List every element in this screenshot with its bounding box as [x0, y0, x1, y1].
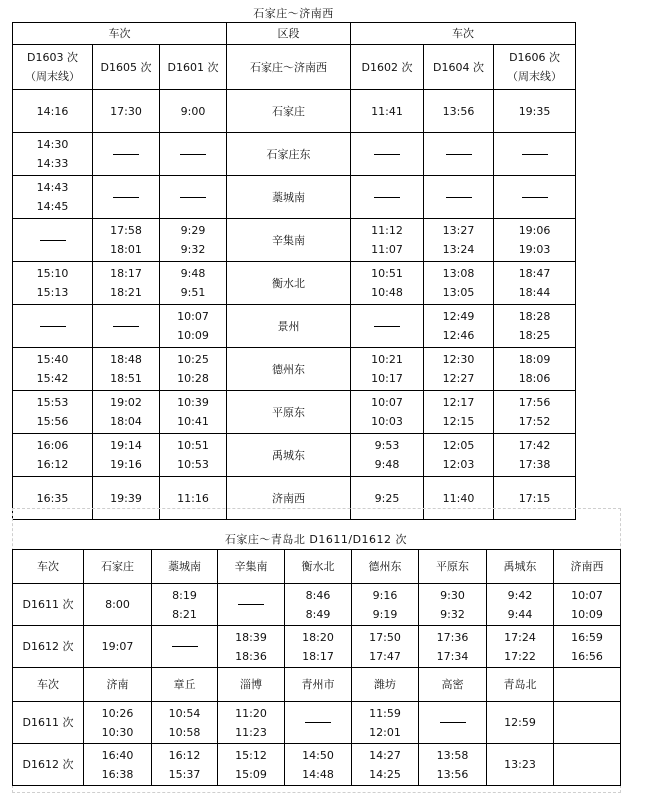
station-name: 辛集南 — [227, 219, 351, 262]
time-cell: 14:30 14:33 — [13, 133, 93, 176]
time-cell: 12:05 12:03 — [424, 434, 494, 477]
station-header: 济南 — [84, 668, 152, 702]
time-cell: 16:35 — [13, 477, 93, 520]
no-stop-dash — [374, 197, 400, 198]
train-number: D1611 次 — [13, 702, 84, 744]
time-cell: 15:12 15:09 — [218, 744, 285, 786]
time-cell: 19:14 19:16 — [93, 434, 160, 477]
time-cell: 9:25 — [351, 477, 424, 520]
time-cell: 13:58 13:56 — [419, 744, 487, 786]
section-header: 石家庄～济南西 — [227, 45, 351, 90]
time-cell: 17:50 17:47 — [352, 626, 419, 668]
station-name: 平原东 — [227, 391, 351, 434]
table-row — [13, 626, 621, 668]
train-number-header: D1604 次 — [424, 45, 494, 90]
station-header: 青州市 — [285, 668, 352, 702]
time-cell: 17:30 — [93, 90, 160, 133]
station-header: 禹城东 — [487, 550, 554, 584]
time-cell: 17:58 18:01 — [93, 219, 160, 262]
time-cell: 19:02 18:04 — [93, 391, 160, 434]
time-cell: 15:53 15:56 — [13, 391, 93, 434]
table-row — [13, 584, 621, 626]
station-name: 藁城南 — [227, 176, 351, 219]
train-number-header: D1606 次 （周末线） — [494, 45, 576, 90]
table-row — [13, 744, 621, 786]
time-cell: 19:39 — [93, 477, 160, 520]
time-cell: 16:59 16:56 — [554, 626, 621, 668]
time-cell: 8:46 8:49 — [285, 584, 352, 626]
no-stop-dash — [113, 326, 139, 327]
time-cell: 19:35 — [494, 90, 576, 133]
time-cell: 12:59 — [487, 702, 554, 744]
time-cell: 14:43 14:45 — [13, 176, 93, 219]
time-cell — [285, 702, 352, 744]
station-name: 衡水北 — [227, 262, 351, 305]
time-cell: 17:24 17:22 — [487, 626, 554, 668]
table-row — [13, 262, 576, 305]
table-row — [13, 90, 576, 133]
table-row — [13, 176, 576, 219]
header-header-right: 车次 — [351, 23, 576, 45]
table-row — [13, 434, 576, 477]
time-cell: 12:17 12:15 — [424, 391, 494, 434]
table2-title: 石家庄～青岛北 D1611/D1612 次 — [224, 533, 408, 546]
time-cell — [494, 176, 576, 219]
time-cell: 11:12 11:07 — [351, 219, 424, 262]
station-header: 车次 — [13, 550, 84, 584]
time-cell: 11:20 11:23 — [218, 702, 285, 744]
time-cell: 18:09 18:06 — [494, 348, 576, 391]
table-header-row — [13, 550, 621, 584]
time-cell — [494, 133, 576, 176]
time-cell — [351, 176, 424, 219]
station-header: 青岛北 — [487, 668, 554, 702]
time-cell: 8:00 — [84, 584, 152, 626]
time-cell: 19:06 19:03 — [494, 219, 576, 262]
time-cell: 10:54 10:58 — [152, 702, 218, 744]
station-name: 济南西 — [227, 477, 351, 520]
empty-cell — [554, 668, 621, 702]
time-cell: 12:30 12:27 — [424, 348, 494, 391]
time-cell: 11:40 — [424, 477, 494, 520]
time-cell: 10:07 10:03 — [351, 391, 424, 434]
time-cell: 17:56 17:52 — [494, 391, 576, 434]
time-cell — [13, 219, 93, 262]
no-stop-dash — [172, 646, 198, 647]
no-stop-dash — [440, 722, 466, 723]
time-cell: 16:06 16:12 — [13, 434, 93, 477]
time-cell: 18:28 18:25 — [494, 305, 576, 348]
time-cell: 11:59 12:01 — [352, 702, 419, 744]
time-cell — [351, 133, 424, 176]
time-cell: 17:42 17:38 — [494, 434, 576, 477]
no-stop-dash — [374, 326, 400, 327]
station-header: 潍坊 — [352, 668, 419, 702]
table-row — [13, 305, 576, 348]
train-number-header: D1602 次 — [351, 45, 424, 90]
station-name: 德州东 — [227, 348, 351, 391]
time-cell: 11:16 — [160, 477, 227, 520]
station-header: 石家庄 — [84, 550, 152, 584]
no-stop-dash — [446, 197, 472, 198]
no-stop-dash — [180, 197, 206, 198]
station-name: 禹城东 — [227, 434, 351, 477]
no-stop-dash — [238, 604, 264, 605]
no-stop-dash — [522, 197, 548, 198]
time-cell — [424, 176, 494, 219]
station-header: 车次 — [13, 668, 84, 702]
time-cell: 18:47 18:44 — [494, 262, 576, 305]
time-cell: 10:21 10:17 — [351, 348, 424, 391]
station-name: 石家庄东 — [227, 133, 351, 176]
time-cell: 10:51 10:48 — [351, 262, 424, 305]
no-stop-dash — [40, 326, 66, 327]
time-cell: 14:16 — [13, 90, 93, 133]
station-header: 淄博 — [218, 668, 285, 702]
time-cell: 13:27 13:24 — [424, 219, 494, 262]
time-cell: 9:48 9:51 — [160, 262, 227, 305]
time-cell: 10:26 10:30 — [84, 702, 152, 744]
time-cell: 17:15 — [494, 477, 576, 520]
empty-cell — [554, 744, 621, 786]
empty-cell — [554, 702, 621, 744]
header-header-mid: 区段 — [227, 23, 351, 45]
time-cell: 11:41 — [351, 90, 424, 133]
station-name: 景州 — [227, 305, 351, 348]
time-cell: 10:25 10:28 — [160, 348, 227, 391]
train-number: D1612 次 — [13, 744, 84, 786]
time-cell: 14:50 14:48 — [285, 744, 352, 786]
table-row — [13, 702, 621, 744]
train-number-header: D1601 次 — [160, 45, 227, 90]
time-cell — [351, 305, 424, 348]
station-header: 平原东 — [419, 550, 487, 584]
time-cell: 18:17 18:21 — [93, 262, 160, 305]
train-number: D1611 次 — [13, 584, 84, 626]
train-number-header: D1605 次 — [93, 45, 160, 90]
time-cell: 16:12 15:37 — [152, 744, 218, 786]
table-row — [13, 391, 576, 434]
time-cell: 19:07 — [84, 626, 152, 668]
no-stop-dash — [305, 722, 331, 723]
time-cell — [93, 176, 160, 219]
time-cell: 18:39 18:36 — [218, 626, 285, 668]
time-cell: 16:40 16:38 — [84, 744, 152, 786]
time-cell: 9:16 9:19 — [352, 584, 419, 626]
time-cell: 8:19 8:21 — [152, 584, 218, 626]
time-cell: 9:42 9:44 — [487, 584, 554, 626]
no-stop-dash — [40, 240, 66, 241]
time-cell — [160, 176, 227, 219]
station-header: 衡水北 — [285, 550, 352, 584]
no-stop-dash — [180, 154, 206, 155]
station-header: 德州东 — [352, 550, 419, 584]
time-cell: 9:53 9:48 — [351, 434, 424, 477]
time-cell: 13:56 — [424, 90, 494, 133]
schedule-table-shijiazhuang-jinanxi — [12, 22, 576, 520]
time-cell: 10:07 10:09 — [554, 584, 621, 626]
time-cell — [424, 133, 494, 176]
time-cell — [93, 305, 160, 348]
no-stop-dash — [113, 154, 139, 155]
station-name: 石家庄 — [227, 90, 351, 133]
no-stop-dash — [446, 154, 472, 155]
no-stop-dash — [374, 154, 400, 155]
station-header: 济南西 — [554, 550, 621, 584]
station-header: 藁城南 — [152, 550, 218, 584]
time-cell — [93, 133, 160, 176]
time-cell: 13:23 — [487, 744, 554, 786]
train-number-header: D1603 次 （周末线） — [13, 45, 93, 90]
time-cell: 10:39 10:41 — [160, 391, 227, 434]
time-cell — [13, 305, 93, 348]
time-cell — [419, 702, 487, 744]
time-cell: 18:20 18:17 — [285, 626, 352, 668]
time-cell: 12:49 12:46 — [424, 305, 494, 348]
time-cell: 14:27 14:25 — [352, 744, 419, 786]
time-cell: 9:29 9:32 — [160, 219, 227, 262]
time-cell: 18:48 18:51 — [93, 348, 160, 391]
no-stop-dash — [113, 197, 139, 198]
header-header-left: 车次 — [13, 23, 227, 45]
time-cell: 17:36 17:34 — [419, 626, 487, 668]
train-number: D1612 次 — [13, 626, 84, 668]
table-row — [13, 133, 576, 176]
time-cell: 9:30 9:32 — [419, 584, 487, 626]
schedule-table-shijiazhuang-qingdaobei — [12, 549, 621, 786]
time-cell: 10:51 10:53 — [160, 434, 227, 477]
time-cell — [218, 584, 285, 626]
time-cell: 13:08 13:05 — [424, 262, 494, 305]
time-cell — [152, 626, 218, 668]
station-header: 辛集南 — [218, 550, 285, 584]
table-row — [13, 219, 576, 262]
time-cell — [160, 133, 227, 176]
time-cell: 15:40 15:42 — [13, 348, 93, 391]
station-header: 高密 — [419, 668, 487, 702]
time-cell: 10:07 10:09 — [160, 305, 227, 348]
time-cell: 15:10 15:13 — [13, 262, 93, 305]
no-stop-dash — [522, 154, 548, 155]
table-header-row — [13, 668, 621, 702]
station-header: 章丘 — [152, 668, 218, 702]
time-cell: 9:00 — [160, 90, 227, 133]
table-row — [13, 348, 576, 391]
table1-title: 石家庄～济南西 — [253, 7, 334, 20]
